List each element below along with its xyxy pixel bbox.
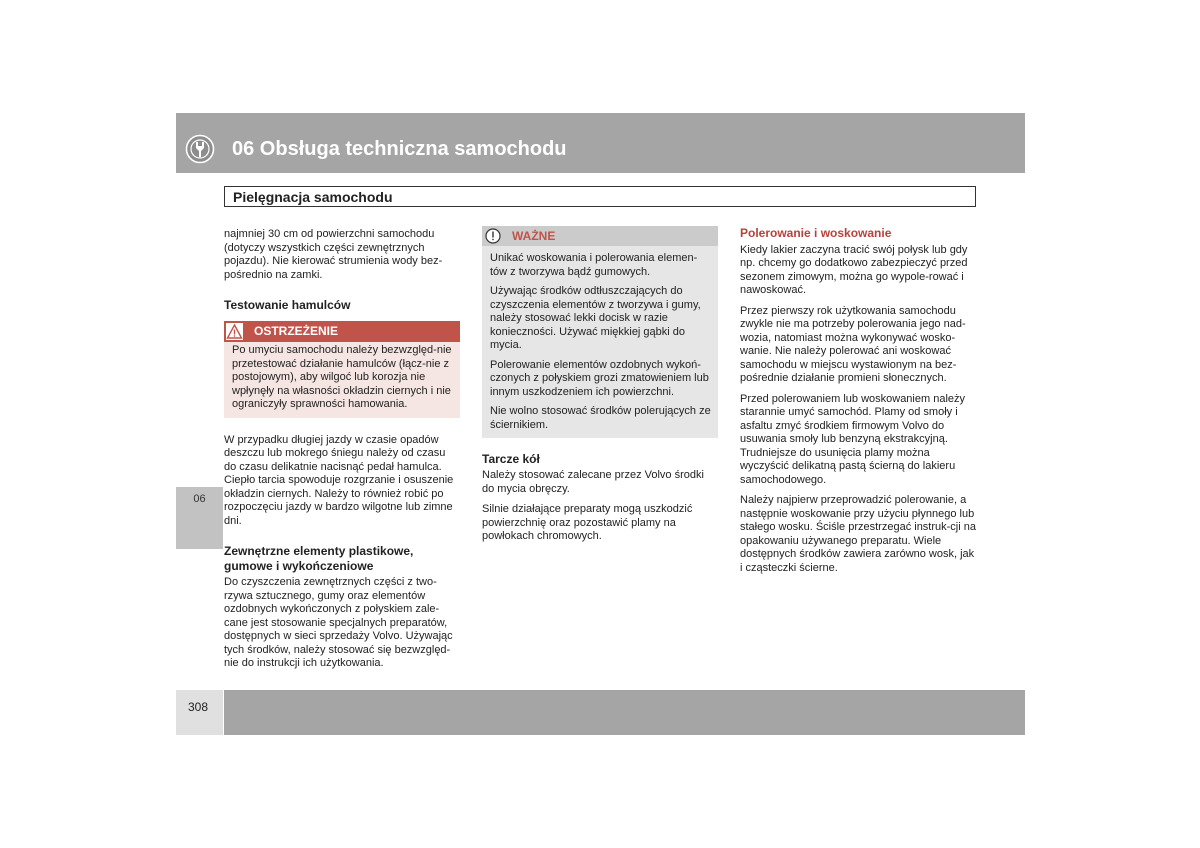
column-2 bbox=[482, 226, 718, 551]
important-paragraph-2: Używając środków odtłuszczających do czyszczenia elementów z tworzywa i gumy, należy stosować lekki docisk w razie konieczności. Używać miękkiej gąbki do mycia. bbox=[490, 285, 701, 351]
section-title-box bbox=[224, 186, 976, 207]
chapter-title: 06 Obsługa techniczna samochodu bbox=[232, 138, 567, 160]
plastic-heading: Zewnętrzne elementy plastikowe, gumowe i wykończeniowe bbox=[224, 544, 414, 573]
polishing-paragraph-3: Przed polerowaniem lub woskowaniem należy starannie umyć samochód. Plamy od smoły i asfaltu zmyć środkiem firmowym Volvo do usuwania smoły lub benzyną ekstrakcyjną. Trudniejsze do usunięcia plamy można wyczyścić delikatną pastą ścierną do lakieru samochodowego. bbox=[740, 392, 966, 486]
exclamation-circle-icon bbox=[485, 228, 501, 244]
rims-paragraph-2: Silnie działające preparaty mogą uszkodzić powierzchnię oraz pozostawić plamy na powłokach chromowych. bbox=[482, 503, 693, 542]
warning-triangle-icon bbox=[226, 323, 243, 340]
side-tab-label: 06 bbox=[193, 493, 206, 505]
polishing-paragraph-4: Należy najpierw przeprowadzić polerowanie, a następnie woskowanie przy użyciu płynnego lub stałego wosku. Ściśle przestrzegać instruk-cji na opakowaniu używanego preparatu. Wiele dostępnych środków zawiera zarówno wosk, jak i cząsteczki ścierne. bbox=[740, 494, 976, 574]
important-paragraph-3: Polerowanie elementów ozdobnych wykoń-czonych z połyskiem grozi zmatowieniem lub innym uszkodzeniem ich powierzchni. bbox=[490, 358, 709, 398]
warning-text: Po umyciu samochodu należy bezwzględ-nie przetestować działanie hamulców (łącz-nie z postojowym), aby wilgoć lub korozja nie wpłynęły na własności okładzin ciernych i nie ograniczyły sprawności hamowania. bbox=[232, 344, 452, 410]
important-header bbox=[482, 226, 718, 246]
important-paragraph-4: Nie wolno stosować środków polerujących ze ściernikiem. bbox=[490, 405, 711, 431]
section-title: Pielęgnacja samochodu bbox=[233, 189, 393, 205]
warning-box bbox=[224, 321, 460, 418]
warning-label: OSTRZEŻENIE bbox=[254, 324, 339, 338]
polishing-heading: Polerowanie i woskowanie bbox=[740, 226, 892, 240]
page-number-cell bbox=[176, 690, 223, 735]
brakes-heading: Testowanie hamulców bbox=[224, 298, 351, 312]
footer-bar bbox=[224, 690, 1025, 735]
important-paragraph-1: Unikać woskowania i polerowania elemen-tów z tworzywa bądź gumowych. bbox=[490, 252, 698, 278]
intro-paragraph: najmniej 30 cm od powierzchni samochodu (dotyczy wszystkich części zewnętrznych pojazdu). Nie kierować strumienia wody bez-pośrednio na zamki. bbox=[224, 228, 443, 281]
column-1 bbox=[224, 228, 460, 678]
plastic-paragraph: Do czyszczenia zewnętrznych części z two-rzywa sztucznego, gumy oraz elementów ozdobnych wykończonych z połyskiem zale-cane jest stosowanie specjalnych preparatów, dostępnych w sieci sprzedaży Volvo. Używając tych środków, należy stosować się bezwzględ-nie do instrukcji ich użytkowania. bbox=[224, 576, 453, 669]
column-3 bbox=[740, 227, 978, 582]
important-box bbox=[482, 226, 718, 438]
polishing-paragraph-2: Przez pierwszy rok użytkowania samochodu zwykle nie ma potrzeby polerowania jego nad-wozia, natomiast można wykonywać wosko-wanie. Nie należy polerować ani woskować samochodu w miejscu wystawionym na bez-pośrednie działanie promieni słonecznych. bbox=[740, 304, 966, 384]
polishing-paragraph-1: Kiedy lakier zaczyna tracić swój połysk lub gdy np. chcemy go dodatkowo zabezpieczyć przed sezonem zimowym, można go wypole-rować i nawoskować. bbox=[740, 243, 968, 296]
side-chapter-tab bbox=[176, 487, 223, 549]
warning-header bbox=[224, 321, 460, 342]
page-number: 308 bbox=[188, 700, 209, 714]
rain-paragraph: W przypadku długiej jazdy w czasie opadów deszczu lub mokrego śniegu należy od czasu do czasu delikatnie nacisnąć pedał hamulca. Ciepło tarcia spowoduje rozgrzanie i osuszenie okładzin ciernych. Należy to również robić po rozpoczęciu jazdy w bardzo wilgotne lub zimne dni. bbox=[224, 433, 454, 527]
important-label: WAŻNE bbox=[512, 229, 556, 243]
wrench-circle-icon bbox=[185, 134, 215, 164]
rims-heading: Tarcze kół bbox=[482, 452, 540, 466]
rims-paragraph-1: Należy stosować zalecane przez Volvo środki do mycia obręczy. bbox=[482, 469, 704, 495]
